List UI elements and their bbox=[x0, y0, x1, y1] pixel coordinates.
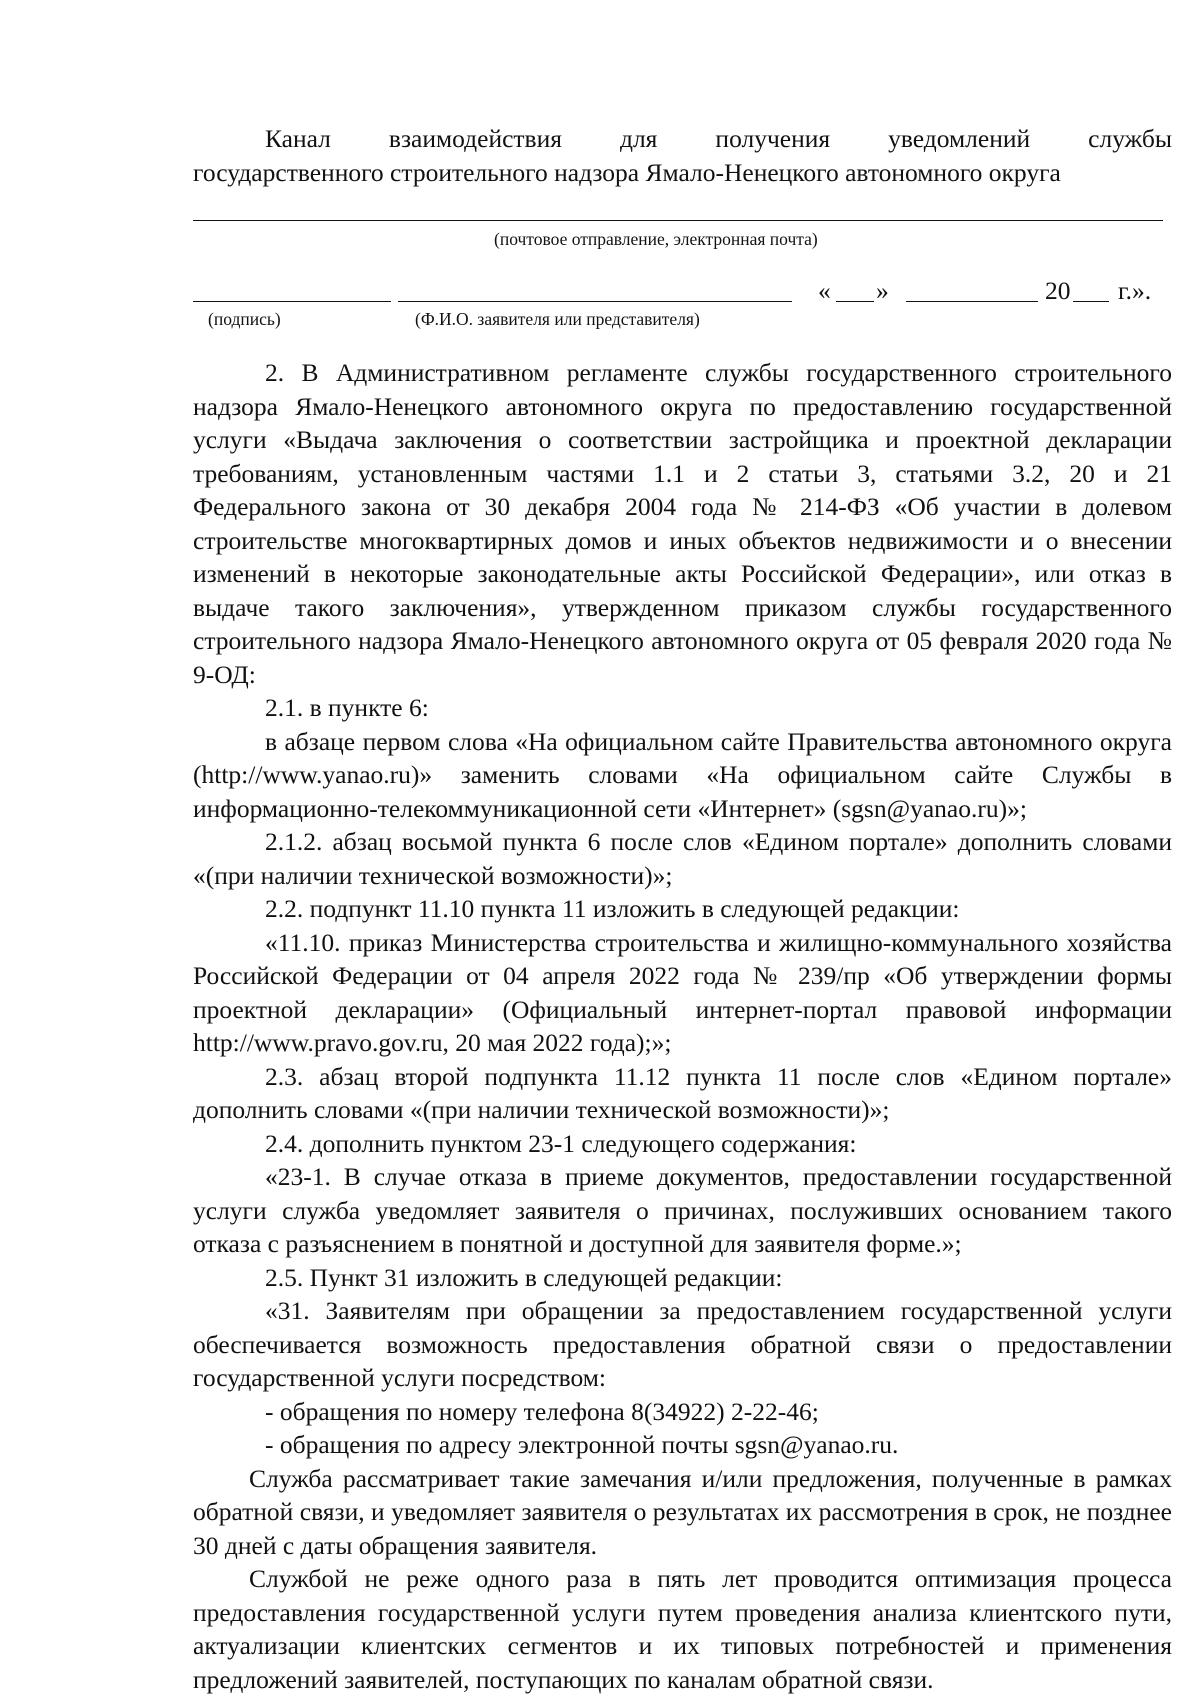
body-block bbox=[193, 356, 1172, 1696]
paragraph-2: 2. В Административном регламенте службы государственного строительного надзора Ямало-Ненецкого автономного округа по предоставлению государственной услуги «Выдача заключения о соответствии застройщика и проектной декларации требованиям, установленным частями 1.1 и 2 статьи 3, статьями 3.2, 20 и 21 Федерального закона от 30 декабря 2004 года № 214-ФЗ «Об участии в долевом строительстве многоквартирных домов и иных объектов недвижимости и о внесении изменений в некоторые законодательные акты Российской Федерации», или отказ в выдаче такого заключения», утвержденном приказом службы государственного строительного надзора Ямало-Ненецкого автономного округа от 05 февраля 2020 года № 9-ОД: bbox=[193, 358, 1172, 689]
date-quote-close: » bbox=[876, 276, 889, 305]
name-underline bbox=[398, 301, 792, 302]
month-underline bbox=[906, 301, 1038, 302]
paragraph-11-10: «11.10. приказ Министерства строительства и жилищно-коммунального хозяйства Российской Федерации от 04 апреля 2022 года № 239/пр «Об утверждении формы проектной декларации» (Официальный интернет-портал правовой информации http://www.pravo.gov.ru, 20 мая 2022 года);»; bbox=[193, 927, 1172, 1057]
list-item-phone: - обращения по номеру телефона 8(34922) 2-22-46; bbox=[265, 1396, 819, 1426]
paragraph-optimization: Службой не реже одного раза в пять лет проводится оптимизация процесса предоставления государственной услуги путем проведения анализа клиентского пути, актуализации клиентских сегментов и их типовых потребностей и применения предложений заявителей, поступающих по каналам обратной связи. bbox=[193, 1564, 1172, 1694]
year-prefix: 20 bbox=[1045, 276, 1071, 305]
signature-caption: (подпись) bbox=[208, 309, 281, 329]
signature-underline bbox=[193, 301, 391, 302]
day-underline bbox=[836, 301, 874, 302]
year-underline bbox=[1073, 301, 1109, 302]
paragraph-2-5: 2.5. Пункт 31 изложить в следующей редакции: bbox=[265, 1262, 783, 1292]
paragraph-23-1: «23-1. В случае отказа в приеме документов, предоставлении государственной услуги служба уведомляет заявителя о причинах, послуживших основанием такого отказа с разъяснением в понятной и доступной для заявителя форме.»; bbox=[193, 1162, 1172, 1258]
paragraph-2-4: 2.4. дополнить пунктом 23-1 следующего содержания: bbox=[265, 1128, 857, 1158]
list-item-email: - обращения по адресу электронной почты sgsn@yanao.ru. bbox=[265, 1430, 899, 1459]
year-suffix: г.». bbox=[1118, 276, 1152, 305]
paragraph-2-1-a: в абзаце первом слова «На официальном сайте Правительства автономного округа (http://www.yanao.ru)» заменить словами «На официальном сайте Службы в информационно-телекоммуникационной сети «Интернет» (sgsn@yanao.ru)»; bbox=[193, 726, 1172, 823]
paragraph-2-2: 2.2. подпункт 11.10 пункта 11 изложить в следующей редакции: bbox=[265, 894, 960, 923]
paragraph-2-3: 2.3. абзац второй подпункта 11.12 пункта 11 после слов «Едином портале» дополнить словами «(при наличии технической возможности)»; bbox=[193, 1061, 1172, 1124]
channel-caption: (почтовое отправление, электронная почта) bbox=[494, 229, 818, 249]
paragraph-2-1-2: 2.1.2. абзац восьмой пункта 6 после слов «Едином портале» дополнить словами «(при наличии технической возможности)»; bbox=[193, 827, 1172, 890]
header-line-2: государственного строительного надзора Ямало-Ненецкого автономного округа bbox=[193, 157, 1061, 187]
paragraph-31: «31. Заявителям при обращении за предоставлением государственной услуги обеспечивается возможность предоставления обратной связи о предоставлении государственной услуги посредством: bbox=[193, 1296, 1172, 1392]
name-caption: (Ф.И.О. заявителя или представителя) bbox=[415, 309, 700, 329]
header-block bbox=[193, 122, 1172, 189]
date-quote-open: « bbox=[818, 276, 831, 305]
header-line-1: Канал взаимодействия для получения уведомлений службы bbox=[265, 124, 1172, 153]
channel-underline bbox=[193, 220, 1163, 221]
paragraph-feedback-review: Служба рассматривает такие замечания и/или предложения, полученные в рамках обратной связи, и уведомляет заявителя о результатах их рассмотрения в срок, не позднее 30 дней с даты обращения заявителя. bbox=[193, 1463, 1172, 1560]
paragraph-2-1: 2.1. в пункте 6: bbox=[265, 693, 429, 722]
